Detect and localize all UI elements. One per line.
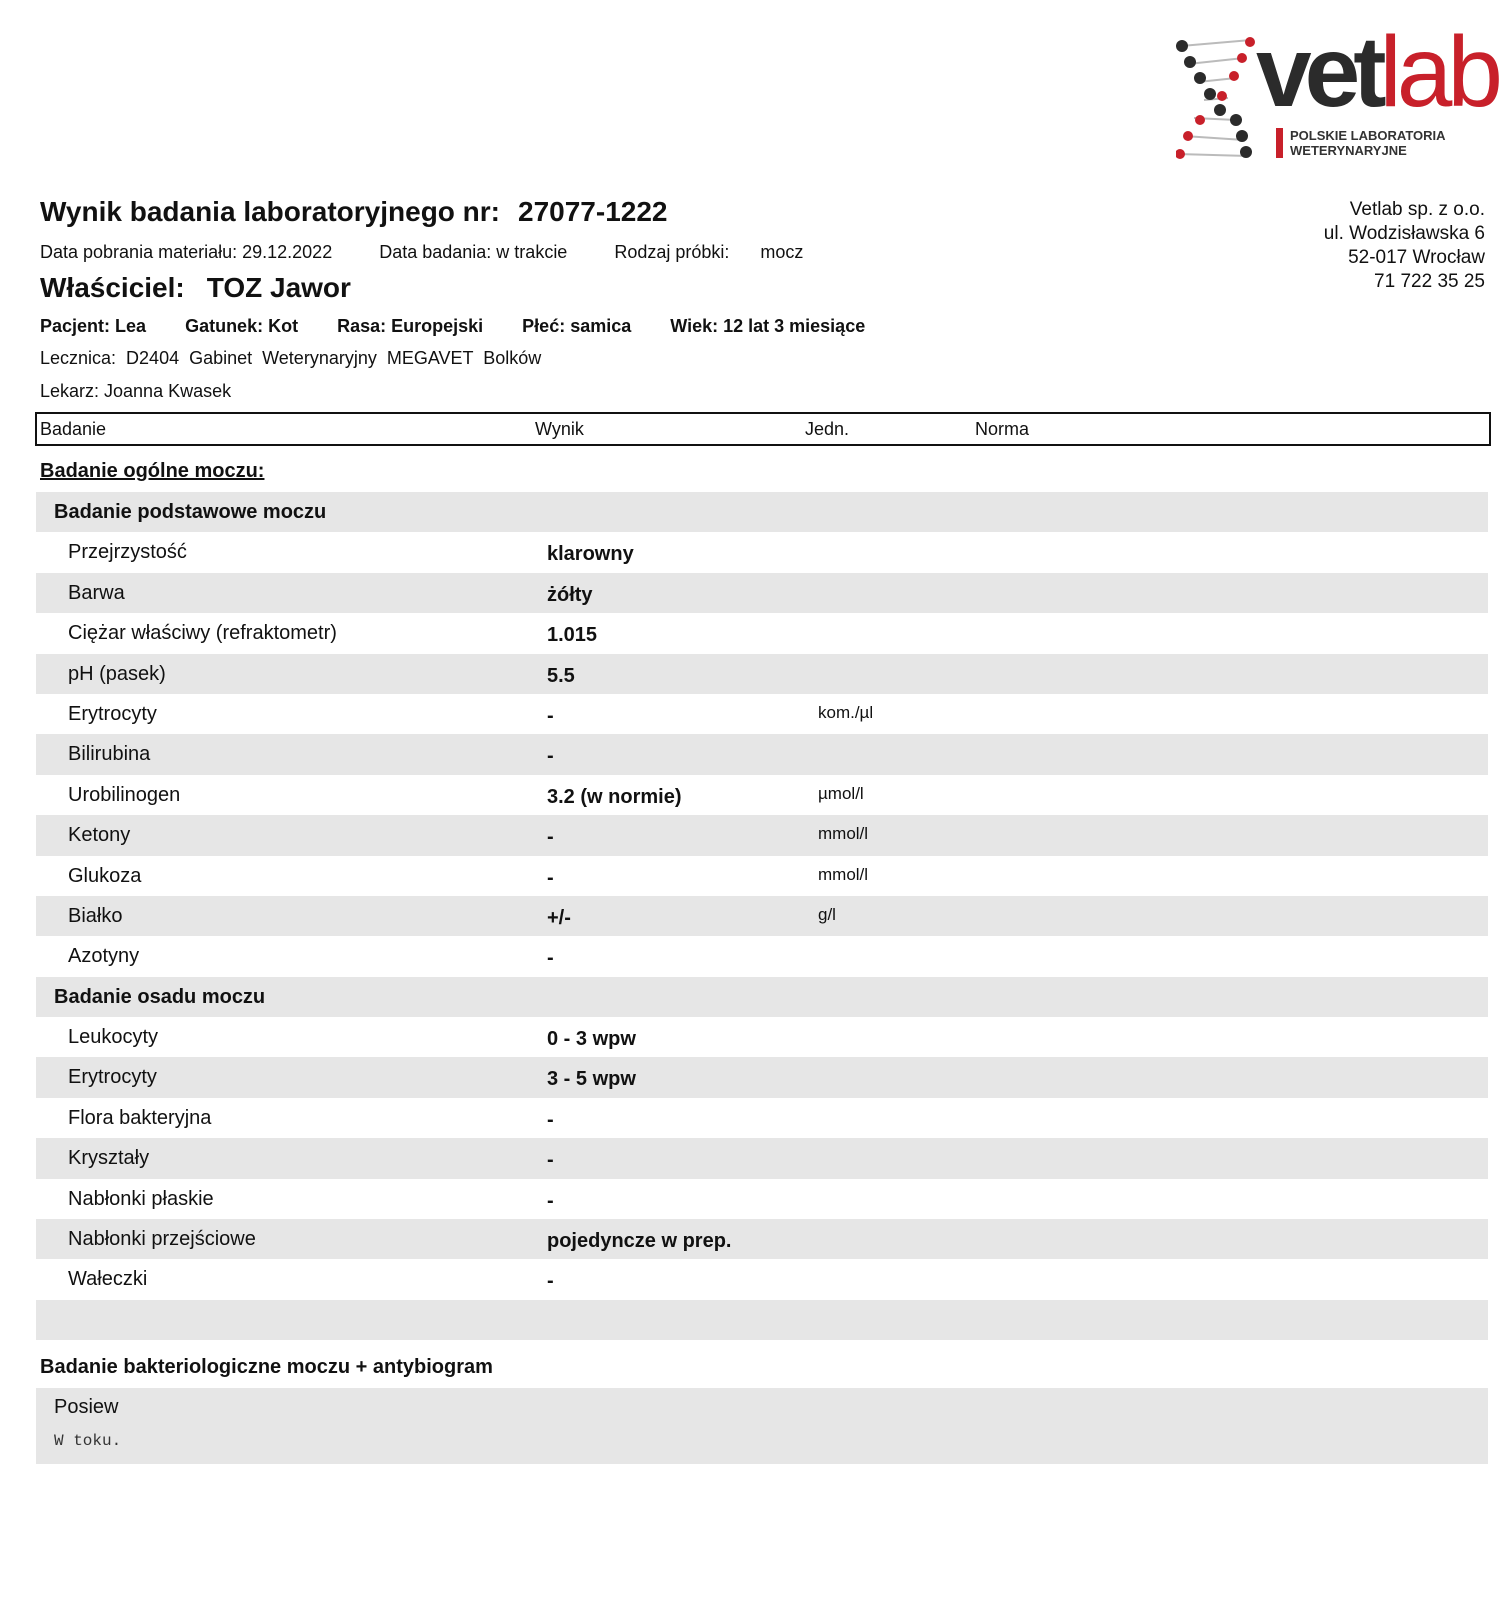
table-row bbox=[36, 1057, 1488, 1097]
table-row bbox=[36, 936, 1488, 976]
test-name: Barwa bbox=[68, 581, 125, 604]
table-row bbox=[36, 896, 1488, 936]
test-name: Bilirubina bbox=[68, 743, 151, 766]
table-row bbox=[36, 734, 1488, 774]
company-address bbox=[1324, 198, 1485, 294]
table-row bbox=[36, 815, 1488, 855]
test-unit: g/l bbox=[818, 904, 836, 924]
bacteriology-title: Badanie bakteriologiczne moczu + antybiogram bbox=[40, 1356, 493, 1378]
test-result: - bbox=[547, 1270, 554, 1293]
logo-subtitle: POLSKIE LABORATORIA WETERYNARYJNE bbox=[1276, 128, 1446, 158]
company-street: ul. Wodzisławska 6 bbox=[1323, 223, 1485, 244]
owner-name: TOZ Jawor bbox=[206, 272, 351, 303]
table-row bbox=[36, 1017, 1488, 1057]
vetlab-logo bbox=[1176, 16, 1498, 166]
table-row bbox=[36, 856, 1488, 896]
subsection-row bbox=[36, 977, 1488, 1017]
bacteriology-box bbox=[36, 1388, 1488, 1464]
company-name: Vetlab sp. z o.o. bbox=[1349, 199, 1485, 220]
test-name: Erytrocyty bbox=[68, 1066, 157, 1089]
test-result: 3 - 5 wpw bbox=[547, 1068, 636, 1091]
test-unit: µmol/l bbox=[818, 783, 864, 803]
test-name: Ketony bbox=[68, 824, 131, 847]
test-result: 0 - 3 wpw bbox=[547, 1028, 636, 1051]
test-name: Białko bbox=[68, 904, 123, 927]
exam-date: Data badania: w trakcie bbox=[379, 242, 568, 262]
test-name: Flora bakteryjna bbox=[68, 1106, 212, 1129]
patient-sex: Płeć: samica bbox=[522, 316, 632, 336]
patient-name: Pacjent: Lea bbox=[40, 316, 147, 336]
column-header-result: Wynik bbox=[535, 419, 584, 439]
test-result: - bbox=[547, 745, 554, 768]
table-row bbox=[36, 1138, 1488, 1178]
results-table-header bbox=[35, 412, 1491, 446]
dna-helix-icon bbox=[1176, 36, 1266, 166]
subsection-row bbox=[36, 492, 1488, 532]
sample-meta bbox=[40, 242, 803, 263]
sample-type-label: Rodzaj próbki: bbox=[614, 242, 730, 262]
test-name: Nabłonki płaskie bbox=[68, 1187, 214, 1210]
table-row bbox=[36, 654, 1488, 694]
company-phone: 71 722 35 25 bbox=[1374, 271, 1485, 292]
test-result: - bbox=[547, 1108, 554, 1131]
column-header-unit: Jedn. bbox=[805, 419, 850, 439]
test-result: - bbox=[547, 1189, 554, 1212]
test-unit: kom./µl bbox=[818, 702, 874, 722]
test-result: 5.5 bbox=[547, 664, 575, 687]
company-city: 52-017 Wrocław bbox=[1348, 247, 1485, 268]
patient-breed: Rasa: Europejski bbox=[337, 316, 484, 336]
bacteriology-value: W toku. bbox=[54, 1432, 122, 1450]
table-row bbox=[36, 694, 1488, 734]
test-name: Ciężar właściwy (refraktometr) bbox=[68, 622, 337, 645]
table-row bbox=[36, 573, 1488, 613]
patient-age: Wiek: 12 lat 3 miesiące bbox=[670, 316, 866, 336]
doctor: Lekarz: Joanna Kwasek bbox=[40, 381, 232, 401]
test-result: pojedyncze w prep. bbox=[547, 1230, 732, 1253]
test-result: - bbox=[547, 826, 554, 849]
clinic: Lecznica: D2404 Gabinet Weterynaryjny MEGAVET Bolków bbox=[40, 348, 542, 368]
column-header-test: Badanie bbox=[40, 419, 107, 439]
test-name: Glukoza bbox=[68, 864, 142, 887]
test-result: - bbox=[547, 1149, 554, 1172]
table-row bbox=[36, 1219, 1488, 1259]
test-result: +/- bbox=[547, 906, 571, 929]
test-name: Badanie osadu moczu bbox=[54, 985, 266, 1008]
test-name: Kryształy bbox=[68, 1147, 150, 1170]
column-header-norm: Norma bbox=[975, 419, 1030, 439]
logo-wordmark: vetlab bbox=[1256, 16, 1498, 128]
test-result: 1.015 bbox=[547, 624, 598, 647]
owner: Właściciel: TOZ Jawor bbox=[40, 272, 351, 303]
test-result: - bbox=[547, 866, 554, 889]
test-name: Przejrzystość bbox=[68, 541, 187, 564]
results-rows bbox=[36, 492, 1488, 1340]
test-result: klarowny bbox=[547, 543, 634, 566]
table-row bbox=[36, 1300, 1488, 1340]
sample-date: Data pobrania materiału: 29.12.2022 bbox=[40, 242, 333, 262]
report-title: Wynik badania laboratoryjnego nr: 27077-1222 bbox=[40, 196, 668, 227]
patient-info bbox=[40, 316, 865, 337]
section-title: Badanie ogólne moczu: bbox=[40, 460, 265, 482]
test-result: żółty bbox=[547, 583, 593, 606]
test-name: Leukocyty bbox=[68, 1026, 159, 1049]
test-name: Erytrocyty bbox=[68, 702, 157, 725]
test-result: 3.2 (w normie) bbox=[547, 785, 682, 808]
test-name: Badanie podstawowe moczu bbox=[54, 501, 327, 523]
table-row bbox=[36, 613, 1488, 653]
table-row bbox=[36, 1259, 1488, 1299]
test-name: Azotyny bbox=[68, 945, 140, 968]
test-unit: mmol/l bbox=[818, 824, 869, 844]
sample-type: mocz bbox=[760, 242, 804, 262]
test-result: - bbox=[547, 704, 554, 727]
table-row bbox=[36, 532, 1488, 572]
test-name: Urobilinogen bbox=[68, 783, 181, 806]
table-row bbox=[36, 775, 1488, 815]
report-number: 27077-1222 bbox=[518, 196, 668, 227]
test-unit: mmol/l bbox=[818, 864, 869, 884]
bacteriology-label: Posiew bbox=[54, 1396, 119, 1418]
test-result: - bbox=[547, 947, 554, 970]
test-name: Wałeczki bbox=[68, 1268, 148, 1291]
table-row bbox=[36, 1179, 1488, 1219]
table-row bbox=[36, 1098, 1488, 1138]
test-name: Nabłonki przejściowe bbox=[68, 1228, 256, 1251]
test-name: pH (pasek) bbox=[68, 662, 166, 685]
patient-species: Gatunek: Kot bbox=[185, 316, 299, 336]
